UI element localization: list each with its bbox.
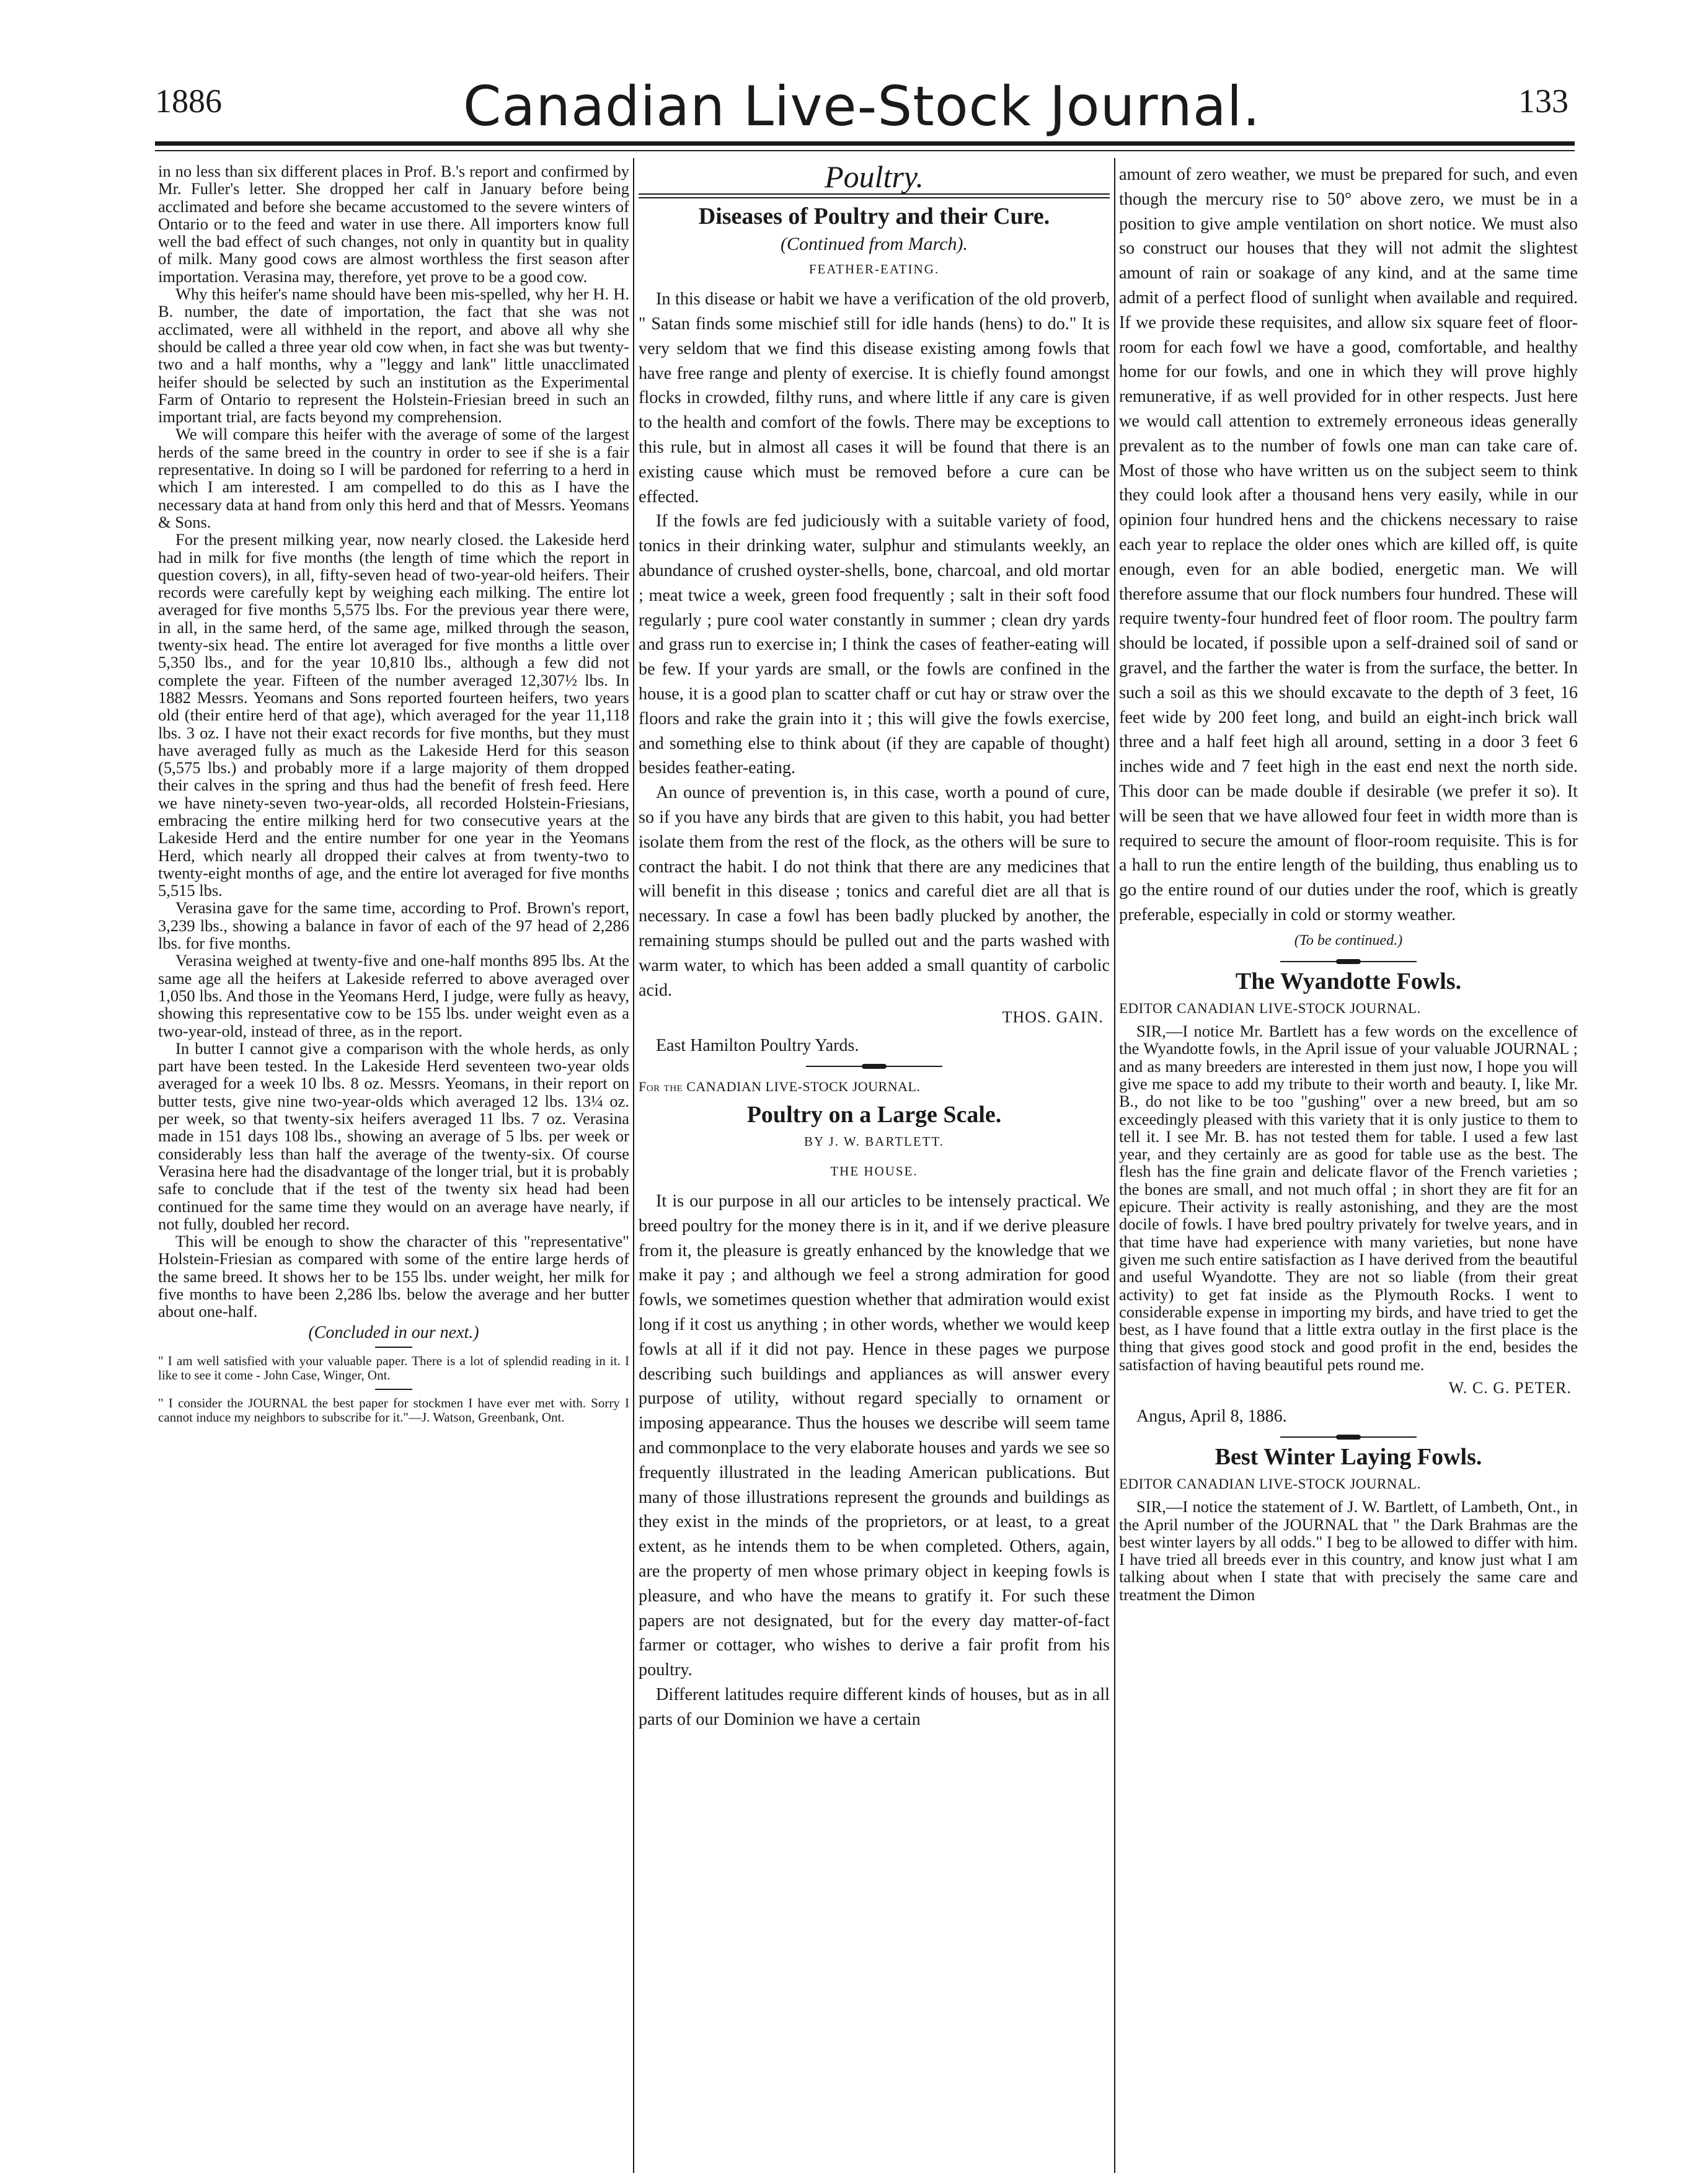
article-paragraph: Different latitudes require different kinds of houses, but as in all parts of our Dominion we have a certain — [639, 1685, 1110, 1729]
article-paragraph: In this disease or habit we have a verification of the old proverb, " Satan finds some mischief still for idle hands (hens) to do." It is very seldom that we find this disease existing among fowls that have free range and plenty of exercise. It is chiefly found amongst flocks in crowded, filthy runs, and where little if any care is given to the health and comfort of the fowls. There may be exceptions to this rule, but in almost all cases it will be found that there is an existing cause which must be removed before a cure can be effected. — [639, 290, 1110, 507]
divider — [375, 1389, 412, 1390]
article-title: Diseases of Poultry and their Cure. — [698, 203, 1050, 229]
letter-location: Angus, April 8, 1886. — [1136, 1406, 1287, 1426]
article-paragraph: An ounce of prevention is, in this case, worth a pound of cure, so if you have any birds that are given to this habit, you had better isolate them from the rest of the flock, as the others will be sure to contract the habit. I do not think that there are any medicines that will benefit in this disease ; tonics and careful diet are all that is necessary. In case a fowl has been badly plucked by another, the remaining stumps should be pulled out and the parts washed with warm water, to which has been added a small quantity of carbolic acid. — [639, 783, 1110, 1000]
col1-paragraph: Verasina weighed at twenty-five and one-half months 895 lbs. At the same age all the heifers at Lakeside referred to above averaged over 1,050 lbs. And those in the Yeomans Herd, I judge, were fully as heavy, showing this representative cow to be 155 lbs. under weight even as a two-year-old, instead of three, as in the report. — [158, 951, 629, 1040]
col1-paragraph: For the present milking year, now nearly closed. the Lakeside herd had in milk for five months (the length of time which the report in question covers), in all, fifty-seven head of two-year-old heifers. Their records were carefully kept by weighing each milking. The entire lot averaged for five months 5,575 lbs. For the previous year there were, in all, in the same herd, of the same age, milked through the season, twenty-six head. The entire lot averaged for five months a little over 5,350 lbs., and for the year 10,810 lbs., although a few did not complete the year. Fifteen of the number averaged 12,307½ lbs. In 1882 Messrs. Yeomans and Sons reported fourteen heifers, two years old (their entire herd of that age), which averaged for the year 11,118 lbs. 3 oz. I have not their exact records for five months, but they must have averaged fully as much as the Lakeside Herd for this season (5,575 lbs.) and probably more if a large majority of them dropped their calves in the spring and thus had the benefit of fresh feed. Here we have ninety-seven two-year-olds, all recorded Holstein-Friesians, embracing the entire milking herd for two consecutive years at the Lakeside Herd and the entire number for one year in the Yeomans Herd, which nearly all dropped their calves at from twenty-two to twenty-eight months of age, and the entire lot averaged for five months 5,515 lbs. — [158, 530, 629, 900]
article-paragraph: amount of zero weather, we must be prepared for such, and even though the mercury rise to 50° above zero, we must be in a position to give ample ventilation on short notice. We must also so construct our houses that they will not admit the slightest amount of rain or soakage of any kind, and at the same time admit of a perfect flood of sunlight when available and required. If we provide these requisites, and allow six square feet of floor-room for each fowl we have a good, comfortable, and healthy home for our fowls, and one in which they will prove highly remunerative, if as well provided for in other respects. Just here we would call attention to extremely erroneous ideas generally prevalent as to the number of fowls one man can take care of. Most of those who have written us on the subject seem to think they could look after a thousand hens very easily, while in our opinion four hundred hens and the chickens necessary to raise each year to replace the older ones which are killed off, is quite enough, even for an able bodied, energetic man. We will therefore assume that our flock numbers four hundred. These will require twenty-four hundred feet of floor room. The poultry farm should be located, if possible upon a self-drained soil of sand or gravel, and the farther the water is from the surface, the better. In such a soil as this we should excavate to the depth of 3 feet, 16 feet wide by 200 feet long, and build an eight-inch brick wall three and a half feet high all around, setting in a door 3 feet 6 inches wide and 7 feet high in the east end next the north side. This door can be made double if desirable (we prefer it so). It will be seen that we have allowed four feet in width more than is required to secure the amount of floor-room requisite. This is for a hall to run the entire length of the building, thus enabling us to go the entire round of our duties under the roof, which is greatly preferable, especially in cold or stormy weather. — [1119, 165, 1578, 924]
column-divider-1 — [633, 158, 634, 2173]
column-1 — [158, 162, 629, 2134]
col1-paragraph: We will compare this heifer with the average of some of the largest herds of the same breed in the country in order to see if she is a fair representative. In doing so I will be pardoned for referring to a herd in which I am interested. I am compelled to do this as I have the necessary data at hand from only this herd and that of Messrs. Yeomans & Sons. — [158, 425, 629, 531]
article-title: Best Winter Laying Fowls. — [1215, 1443, 1482, 1470]
article-title: Poultry on a Large Scale. — [746, 1101, 1002, 1128]
editor-line: EDITOR CANADIAN LIVE-STOCK JOURNAL. — [1119, 1001, 1421, 1017]
section-title: Poultry. — [825, 162, 924, 194]
masthead — [155, 74, 1569, 143]
letter-paragraph: SIR,—I notice Mr. Bartlett has a few words on the excellence of the Wyandotte fowls, in the April issue of your valuable JOURNAL ; and as many breeders are interested in them just now, I hope you will give me space to add my tribute to their worth and beauty. I, like Mr. B., do not like to be too "gushing" over a new breed, but am so exceedingly pleased with this variety that it is only justice to them to tell it. I see Mr. B. has not tested them for table. I used a few last year, and they certainly are as good for table use as the best. The flesh has the fine grain and delicate flavor of the French varieties ; the bones are small, and not much offal ; in short they are fit for an epicure. Their activity is really astonishing, and they are the most docile of fowls. I have bred poultry privately for twelve years, and in that time have had experience with many varieties, but none have given me such entire satisfaction as I have derived from the beautiful and useful Wyandotte. They are not so liable (from their great activity) to get fat inside as the Plymouth Rocks. I went to considerable expense in importing my birds, and have tried to get the best, as I have found that a little extra outlay in the first place is the thing that gives good stock and good profit in the end, besides the satisfaction of having beautiful pets round me. — [1119, 1022, 1578, 1374]
article-title: The Wyandotte Fowls. — [1235, 968, 1462, 994]
editor-line: EDITOR CANADIAN LIVE-STOCK JOURNAL. — [1119, 1476, 1421, 1492]
reader-quote: " I am well satisfied with your valuable paper. There is a lot of splendid reading in it. I like to see it come - John Case, Winger, Ont. — [158, 1353, 629, 1383]
article-signature: THOS. GAIN. — [1002, 1008, 1104, 1027]
divider — [1280, 1436, 1417, 1438]
masthead-rule-thick — [155, 141, 1575, 146]
article-paragraph: It is our purpose in all our articles to be intensely practical. We breed poultry for the money there is in it, and if we derive pleasure from it, the pleasure is greatly enhanced by the knowledge that we make it pay ; and although we feel a strong admiration for good fowls, we sometimes question whether that admiration would exist long if it cost us anything ; in other words, whether we would keep fowls at all if it did not pay. Hence in these pages we purpose describing such buildings and appliances as will answer every purpose of utility, without regard specially to ornament or imposing appearance. Thus the houses we describe will seem tame and commonplace to the very elaborate houses and yards we see so frequently illustrated in the leading American publications. But many of those illustrations represent the grounds and buildings as they exist in the minds of the proprietors, or at least, to a great extent, as he intends them to be when completed. Others, again, are the property of men whose primary object in keeping fowls is pleasure, and who have the means to gratify it. For such these papers are not designated, but for the every day matter-of-fact farmer or cottager, who wishes to derive a fair profit from his poultry. — [639, 1192, 1110, 1680]
article-location: East Hamilton Poultry Yards. — [656, 1036, 859, 1056]
column-divider-2 — [1114, 158, 1115, 2173]
divider — [806, 1066, 942, 1067]
masthead-title: Canadian Live-Stock Journal. — [462, 74, 1261, 138]
col1-paragraph: in no less than six different places in Prof. B.'s report and confirmed by Mr. Fuller's letter. She dropped her calf in January before being acclimated and before she became accustomed to the severe winters of Ontario or to the feed and water in use there. All importers know full well the bad effect of such changes, not only in quantity but in quality of milk. Many good cows are almost worthless the first season after importation. Verasina may, therefore, yet prove to be a good cow. — [158, 162, 629, 286]
reader-quote: " I consider the JOURNAL the best paper for stockmen I have ever met with. Sorry I cannot induce my neighbors to subscribe for it."—J. Watson, Greenbank, Ont. — [158, 1395, 629, 1425]
concluded-note: (Concluded in our next.) — [308, 1322, 479, 1342]
article-subhead: THE HOUSE. — [830, 1164, 918, 1179]
masthead-year: 1886 — [155, 82, 222, 120]
column-3 — [1119, 162, 1578, 2134]
article-subhead: FEATHER-EATING. — [808, 262, 940, 277]
divider — [375, 1347, 412, 1348]
divider — [1280, 961, 1417, 962]
column-2 — [639, 162, 1110, 2134]
letter-paragraph: SIR,—I notice the statement of J. W. Bartlett, of Lambeth, Ont., in the April number of the JOURNAL that " the Dark Brahmas are the best winter layers by all odds." I beg to be allowed to differ with him. I have tried all breeds ever in this country, and know just what I am talking about when I state that with precisely the same care and treatment the Dimon — [1119, 1497, 1578, 1604]
article-byline: BY J. W. BARTLETT. — [803, 1134, 945, 1149]
for-line: For the CANADIAN LIVE-STOCK JOURNAL. — [639, 1078, 921, 1094]
col1-paragraph: Why this heifer's name should have been mis-spelled, why her H. H. B. number, the date of importation, the fact that she was not acclimated, were all withheld in the report, and above all why she should be called a three year old cow when, in fact she was but twenty-two and a half months, why a "leggy and lank" little unacclimated heifer should be selected by such an institution as the Experimental Farm of Ontario to represent the Holstein-Friesian breed in such an important trial, are facts beyond my comprehension. — [158, 285, 629, 427]
col1-paragraph: In butter I cannot give a comparison with the whole herds, as only part have been tested. In the Lakeside Herd seventeen two-year olds averaged for a week 10 lbs. 8 oz. Messrs. Yeomans, in their report on butter tests, give nine two-year-olds which averaged 12 lbs. 13¼ oz. per week, so that twenty-six heifers averaged 11 lbs. 7 oz. Verasina made in 151 days 108 lbs., showing an average of 5 lbs. per week or considerably less than half the average of the twenty-six. Of course Verasina here had the disadvantage of the longer trial, but it is probably safe to conclude that if the test of the twenty six head had been continued for the same time they would on an average have nearly, if not fully, doubled her record. — [158, 1038, 629, 1233]
article-paragraph: If the fowls are fed judiciously with a suitable variety of food, tonics in their drinking water, sulphur and stimulants weekly, an abundance of crushed oyster-shells, bone, charcoal, and old mortar ; meat twice a week, green food frequently ; salt in their soft food regularly ; pure cool water constantly in summer ; clean dry yards and grass run to exercise in; I think the cases of feather-eating will be few. If your yards are small, or the fowls are confined in the house, it is a good plan to scatter chaff or cut hay or straw over the floors and rake the grain into it ; this will give the fowls exercise, and something else to think about (if they are capable of thought) besides feather-eating. — [639, 511, 1110, 778]
page-number: 133 — [1518, 82, 1569, 120]
masthead-rule-thin — [155, 150, 1575, 151]
letter-signature: W. C. G. PETER. — [1448, 1379, 1572, 1397]
col1-paragraph: Verasina gave for the same time, according to Prof. Brown's report, 3,239 lbs., showing a balance in favor of each of the 97 head of 2,286 lbs. for five months. — [158, 898, 629, 953]
col1-paragraph: This will be enough to show the character of this "representative" Holstein-Friesian as compared with some of the entire large herds of the same breed. It shows her to be 155 lbs. under weight, her milk for five months to have been 2,286 lbs. below the average and her butter about one-half. — [158, 1232, 629, 1321]
to-be-continued: (To be continued.) — [1294, 932, 1403, 949]
article-continued: (Continued from March). — [781, 233, 968, 254]
